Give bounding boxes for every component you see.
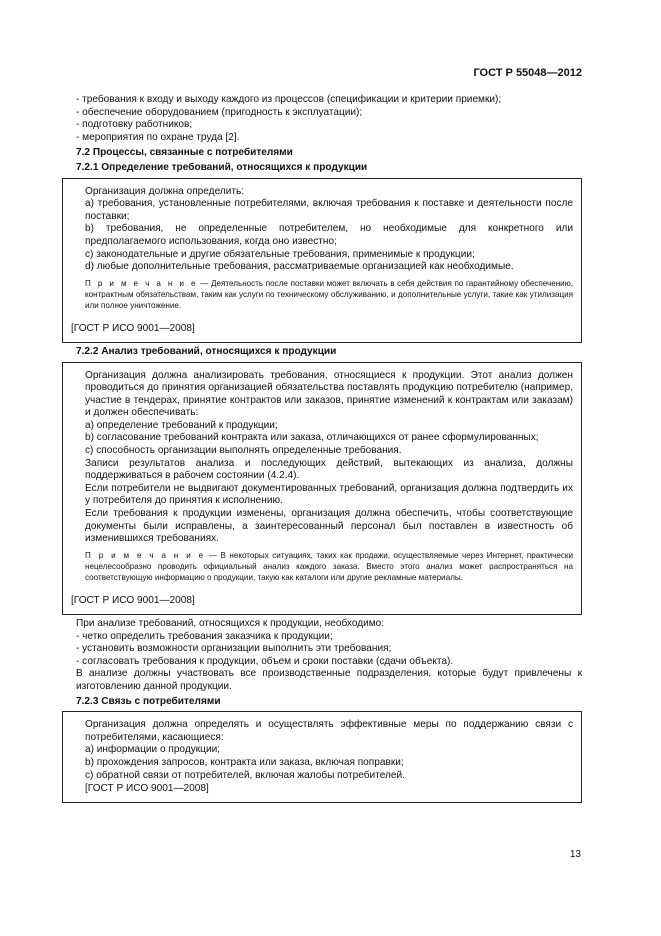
note (71, 550, 573, 584)
subsection-heading-7-2-1: 7.2.1 Определение требований, относящихся к продукции (76, 161, 368, 173)
quote-box-7-2-1 (62, 178, 582, 343)
note-label: П р и м е ч а н и е (85, 278, 198, 288)
list-item: - подготовку работников; (76, 119, 193, 131)
list-item: b) согласование требований контракта или заказа, отличающихся от ранее сформулированных; (85, 432, 539, 444)
note-label: П р и м е ч а н и е (85, 550, 206, 560)
quote-box-7-2-2 (62, 362, 582, 616)
paragraph: Если потребители не выдвигают документированных требований, организация должна подтвердить их у потребителя до принятия к исполнению. (85, 482, 573, 507)
list-item: c) законодательные и другие обязательные требования, применимые к продукции; (85, 248, 475, 260)
list-item: c) способность организации выполнять определенные требования. (85, 445, 402, 457)
page-number: 13 (569, 849, 581, 860)
paragraph: В анализе должны участвовать все производственные подразделения, которые будут привлечены к изготовлению данной продукции. (76, 668, 582, 692)
list-item: - согласовать требования к продукции, объем и сроки поставки (сдачи объекта). (76, 655, 454, 667)
box-lead: Организация должна определять и осуществлять эффективные меры по поддержанию связи с потребителями, касающиеся: (85, 719, 573, 743)
list-item: d) любые дополнительные требования, рассматриваемые организацией как необходимые. (85, 261, 514, 273)
list-item: - установить возможности организации выполнить эти требования; (76, 643, 392, 655)
quote-box-7-2-3 (62, 711, 582, 803)
list-item: - мероприятия по охране труда [2]. (76, 131, 240, 143)
box-lead: Организация должна анализировать требования, относящиеся к продукции. Этот анализ должен проводиться до принятия организацией обязательства поставлять продукцию потребителю (например, участие в тендерах, принятие контрактов или заказов, принятие изменений к контрактам или заказам) и должен обеспечивать: (85, 369, 573, 419)
list-item: b) требования, не определенные потребителем, но необходимые для конкретного или предполагаемого использования, когда оно известно; (85, 223, 573, 247)
list-item: - четко определить требования заказчика к продукции; (76, 630, 333, 642)
document-code: ГОСТ Р 55048—2012 (473, 67, 582, 79)
page-content (62, 94, 582, 806)
paragraph: При анализе требований, относящихся к продукции, необходимо: (76, 618, 385, 630)
note (71, 278, 573, 312)
subsection-heading-7-2-3: 7.2.3 Связь с потребителями (76, 695, 221, 707)
paragraph: Записи результатов анализа и последующих действий, вытекающих из анализа, должны поддерживаться в рабочем состоянии (4.2.4). (85, 457, 573, 482)
list-item: - обеспечение оборудованием (пригодность к эксплуатации); (76, 106, 363, 118)
standard-reference: [ГОСТ Р ИСО 9001—2008] (85, 783, 209, 795)
section-heading-7-2: 7.2 Процессы, связанные с потребителями (76, 147, 293, 159)
list-item: - требования к входу и выходу каждого из процессов (спецификации и критерии приемки); (76, 94, 502, 105)
list-item: b) прохождения запросов, контракта или заказа, включая поправки; (85, 756, 404, 768)
standard-reference: [ГОСТ Р ИСО 9001—2008] (71, 323, 195, 335)
standard-reference: [ГОСТ Р ИСО 9001—2008] (71, 595, 195, 607)
list-item: a) информации о продукции; (85, 744, 221, 756)
box-lead: Организация должна определить: (85, 185, 245, 197)
analysis-requirements (62, 618, 582, 694)
list-item: c) обратной связи от потребителей, включая жалобы потребителей. (85, 769, 405, 781)
list-item: a) определение требований к продукции; (85, 419, 278, 431)
list-item: a) требования, установленные потребителями, включая требования к поставке и деятельности после поставки; (85, 198, 573, 222)
paragraph: Если требования к продукции изменены, организация должна обеспечить, чтобы соответствующие документы были исправлены, а заинтересованный персонал был поставлен в известность об изменившихся требованиях. (85, 508, 573, 545)
note-text: — В некоторых ситуациях, таких как продажи, осуществляемые через Интернет, практически нецелесообразно проводить официальный анализ каждого заказа. Вместо этого анализ может распространяться на соответствующую информацию о продукции, такую как каталоги или другие рекламные материалы. (85, 550, 573, 583)
subsection-heading-7-2-2: 7.2.2 Анализ требований, относящихся к продукции (76, 345, 337, 357)
intro-list (62, 94, 582, 144)
note-text: — Деятельность после поставки может включать в себя действия по гарантийному обеспечению, контрактным обязательствам, таким как услуги по техническому обслуживанию, и дополнительные услуги, такие как утилизация или полное уничтожение. (85, 278, 574, 311)
